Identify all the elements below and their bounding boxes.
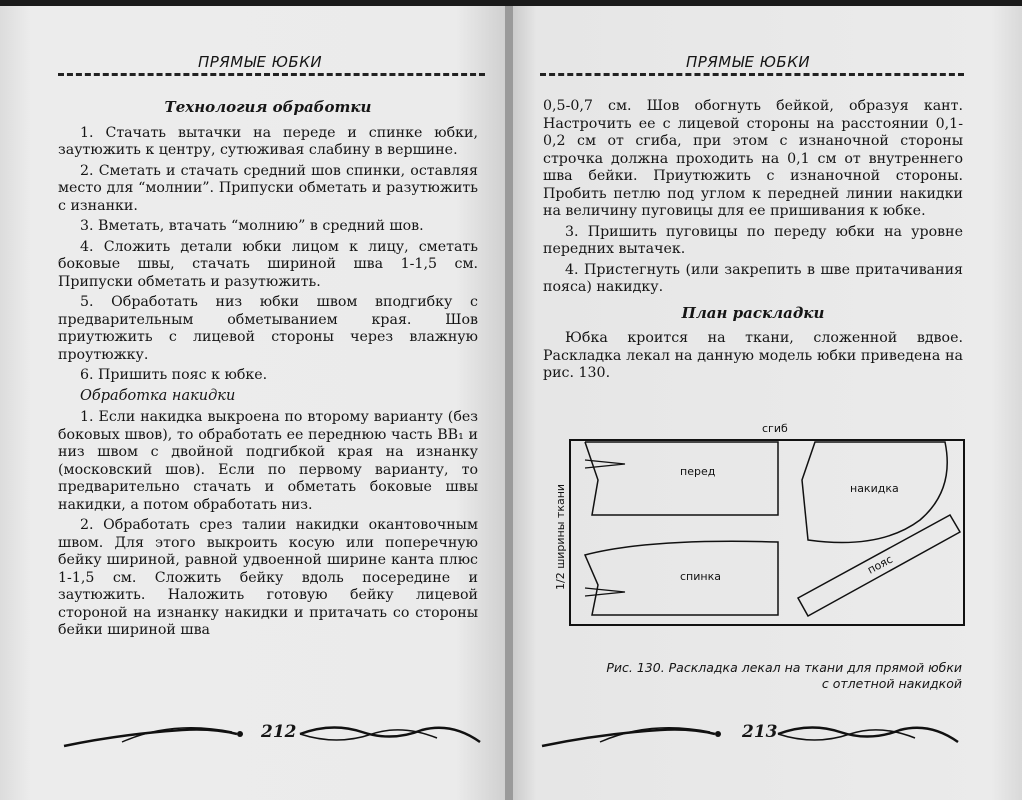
paragraph: 0,5-0,7 см. Шов обогнуть бейкой, образуя кант. Настрочить ее с лицевой стороны на расстоянии 0,1-0,2 см от сгиба, при этом с изнаночной стороны строчка должна проходить на 0,1 см от внутреннего шва бейки. Приутюжить с изнаночной стороны. Пробить петлю под углом к передней линии накидки на величину пуговицы для ее пришивания к юбке.: [543, 98, 963, 219]
left-page-number: 212: [261, 722, 297, 742]
paragraph: 6. Пришить пояс к юбке.: [80, 367, 268, 383]
paragraph: 5. Обработать низ юбки швом вподгибку с предварительным обметыванием края. Шов приутюжить с лицевой стороны через влажную проутюжку.: [58, 294, 478, 363]
right-running-head: ПРЯМЫЕ ЮБКИ: [686, 53, 811, 71]
caption-line-2: с отлетной накидкой: [821, 676, 962, 691]
right-page-number: 213: [742, 722, 778, 742]
figure-caption: [600, 660, 962, 692]
paragraph: 2. Обработать срез талии накидки окантовочным швом. Для этого выкроить косую или поперечную бейку шириной, равной удвоенной ширине канта плюс 1-1,5 см. Сложить бейку вдоль посередине и заутюжить. Наложить готовую бейку лицевой стороной на изнанку накидки и притачать со стороны бейки шириной шва: [58, 517, 478, 638]
paragraph: Юбка кроится на ткани, сложенной вдвое. Раскладка лекал на данную модель юбки приведена на рис. 130.: [543, 330, 963, 381]
right-header-rule: [540, 73, 964, 76]
right-text-column: [543, 98, 963, 386]
left-text-column: [58, 99, 478, 643]
paragraph: 4. Сложить детали юбки лицом к лицу, сметать боковые швы, стачать шириной шва 1-1,5 см. Припуски обметать и разутюжить.: [58, 238, 478, 290]
book-spine: [505, 6, 513, 800]
left-header-rule: [58, 73, 485, 76]
paragraph: 3. Пришить пуговицы по переду юбки на уровне передних вытачек.: [543, 223, 963, 257]
front-piece-label: перед: [680, 465, 716, 478]
fold-label: сгиб: [762, 422, 788, 435]
paragraph: 1. Стачать вытачки на переде и спинке юбки, заутюжить к центру, сутюживая слабину в вершине.: [58, 124, 478, 158]
subsection-heading: Обработка накидки: [80, 387, 236, 404]
paragraph: 3. Вметать, втачать “молнию” в средний шов.: [80, 218, 424, 234]
fabric-width-label: 1/2 ширины ткани: [554, 483, 567, 590]
section-heading: Технология обработки: [164, 98, 372, 116]
caption-line-1: Рис. 130. Раскладка лекал на ткани для прямой юбки: [606, 660, 962, 675]
section-heading: План раскладки: [681, 303, 825, 322]
left-running-head: ПРЯМЫЕ ЮБКИ: [198, 53, 323, 71]
cape-piece-label: накидка: [850, 482, 899, 495]
front-piece: [585, 442, 778, 515]
paragraph: 1. Если накидка выкроена по второму варианту (без боковых швов), то обработать ее переднюю часть BB₁ и низ швом с двойной подгибкой края на изнанку (московский шов). Если по первому варианту, то предварительно стачать и обметать боковые швы накидки, а потом обработать низ.: [58, 409, 478, 513]
back-piece-label: спинка: [680, 570, 721, 583]
paragraph: 2. Сметать и стачать средний шов спинки, оставляя место для “молнии”. Припуски обметать и разутюжить с изнанки.: [58, 162, 478, 214]
waistband-piece-label: пояс: [865, 552, 895, 577]
layout-diagram: [540, 420, 970, 635]
paragraph: 4. Пристегнуть (или закрепить в шве притачивания пояса) накидку.: [543, 261, 963, 295]
